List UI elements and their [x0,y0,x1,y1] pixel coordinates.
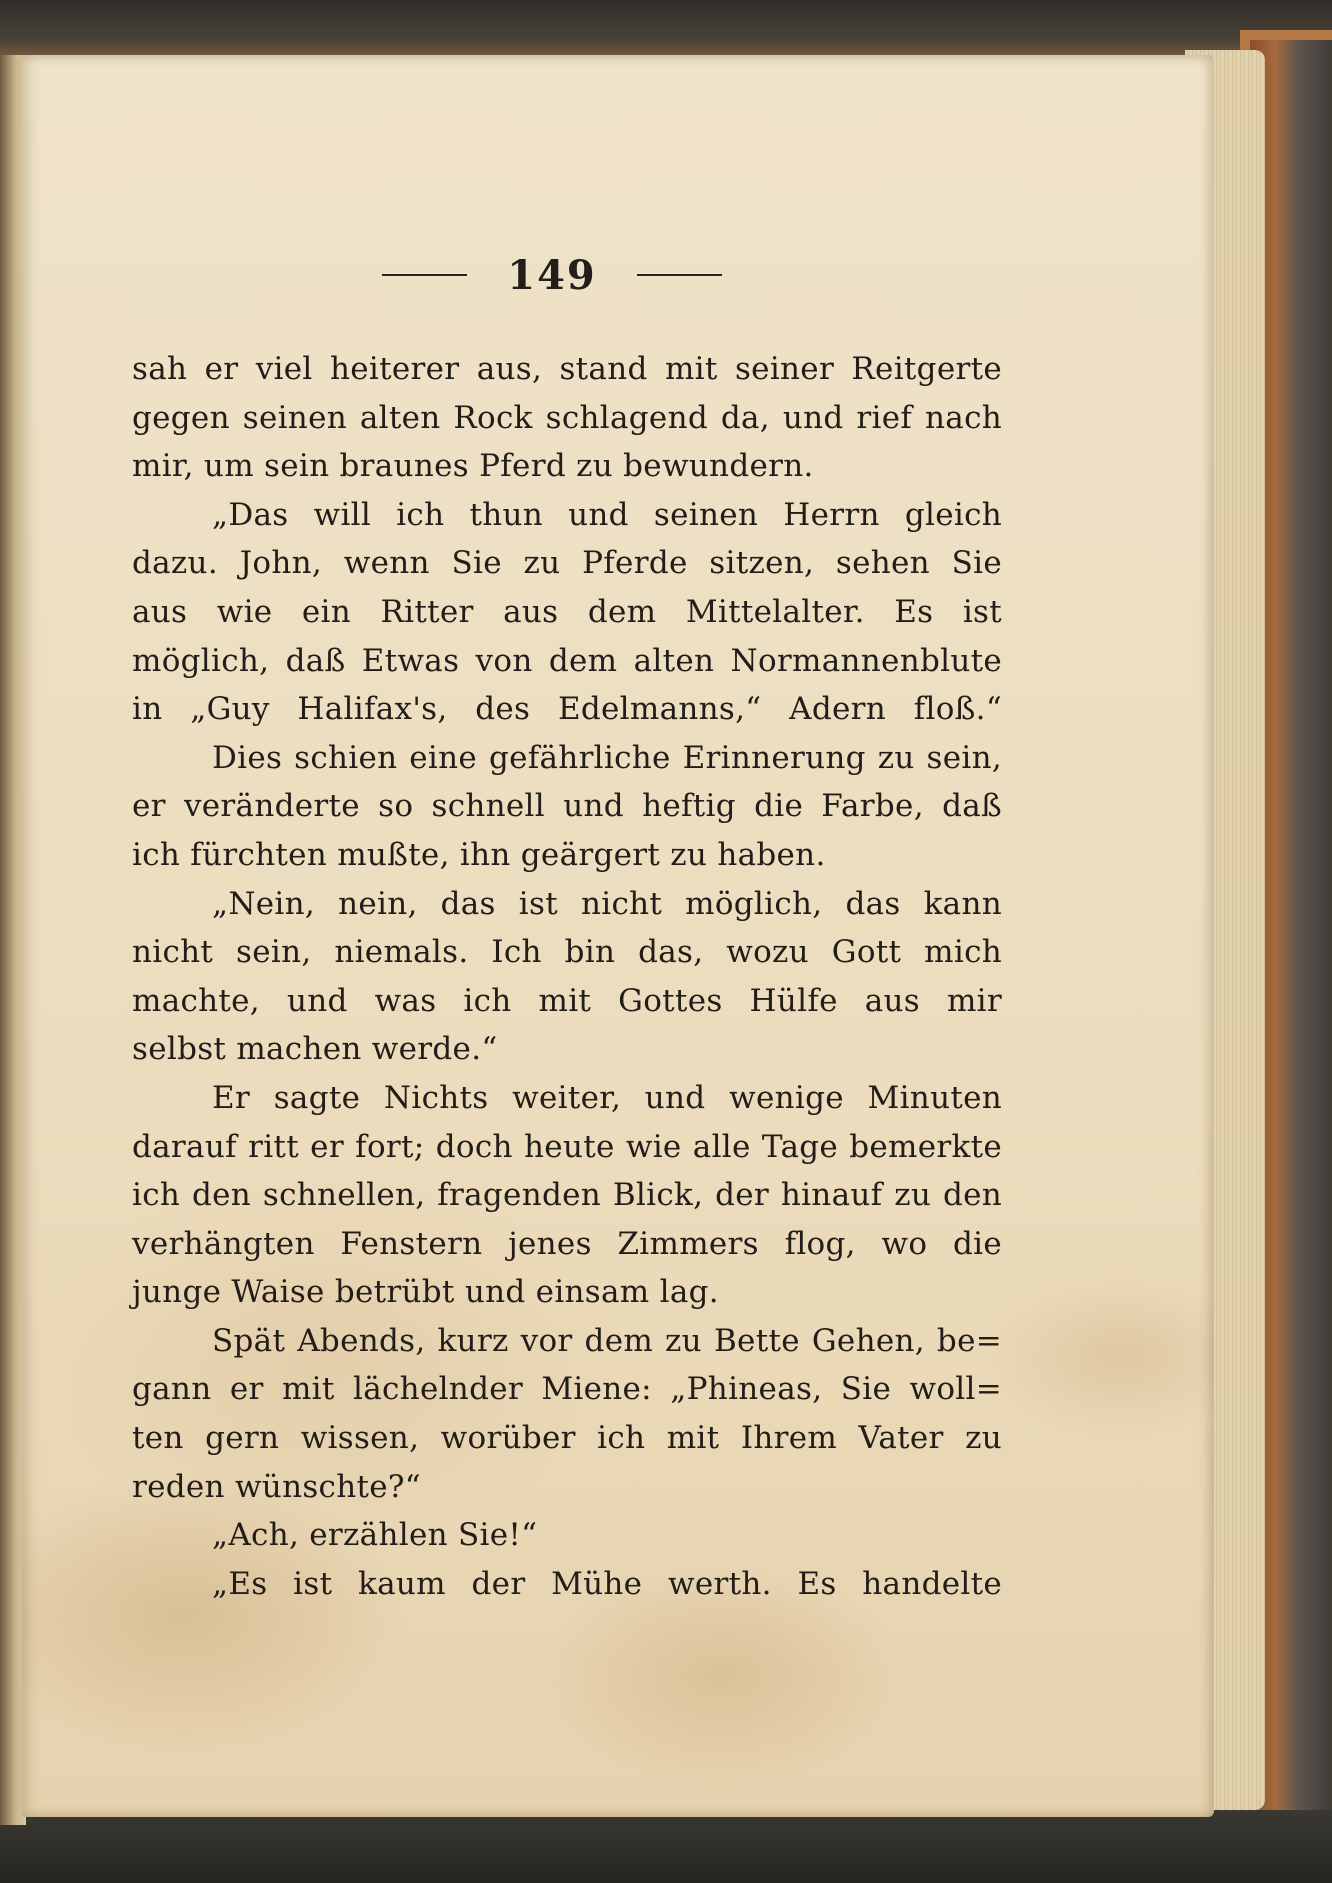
text-line: ich den schnellen, fragenden Blick, der hinauf zu den [132,1177,1002,1214]
text-line: Dies schien eine gefährliche Erinnerung zu sein, [212,739,1002,776]
text-line: reden wünschte?“ [132,1468,421,1505]
text-line: Spät Abends, kurz vor dem zu Bette Gehen, be= [212,1322,1002,1359]
text-line: machte, und was ich mit Gottes Hülfe aus mir [132,982,1002,1019]
text-line: mir, um sein braunes Pferd zu bewundern. [132,448,814,485]
text-line: verhängten Fenstern jenes Zimmers flog, wo die [132,1225,1002,1262]
text-line: sah er viel heiterer aus, stand mit seiner Reitgerte [132,351,1002,387]
text-line: „Nein, nein, das ist nicht möglich, das kann [212,885,1002,922]
text-line: aus wie ein Ritter aus dem Mittelalter. Es ist [132,593,1002,630]
background-bottom [0,1810,1332,1883]
text-line: dazu. John, wenn Sie zu Pferde sitzen, sehen Sie [132,545,1002,582]
text-line: gegen seinen alten Rock schlagend da, und rief nach [132,399,1002,436]
text-line: möglich, daß Etwas von dem alten Normannenblute [132,642,1002,679]
header-dash-right [637,274,722,276]
text-line: ich fürchten mußte, ihn geärgert zu haben. [132,836,826,873]
text-line: ten gern wissen, worüber ich mit Ihrem Vater zu [132,1420,1002,1457]
text-line: in „Guy Halifax's, des Edelmanns,“ Adern floß.“ [132,691,1002,728]
text-line: selbst machen werde.“ [132,1031,498,1068]
text-line: gann er mit lächelnder Miene: „Phineas, Sie woll= [132,1371,1002,1408]
page-number: 149 [507,251,597,299]
text-line: er veränderte so schnell und heftig die Farbe, daß [132,788,1002,825]
text-line: darauf ritt er fort; doch heute wie alle Tage bemerkte [132,1128,1002,1165]
book-page [22,55,1214,1817]
text-line: „Ach, erzählen Sie!“ [212,1517,538,1554]
text-line: nicht sein, niemals. Ich bin das, wozu Gott mich [132,934,1002,971]
header-dash-left [382,274,467,276]
text-line: „Es ist kaum der Mühe werth. Es handelte [212,1565,1002,1602]
text-line: Er sagte Nichts weiter, und wenige Minuten [212,1079,1002,1116]
page-header [372,250,732,300]
body-text [132,345,1002,1608]
text-line: junge Waise betrübt und einsam lag. [132,1274,719,1311]
book-top-edge [0,0,1332,58]
text-line: „Das will ich thun und seinen Herrn gleich [212,496,1002,533]
